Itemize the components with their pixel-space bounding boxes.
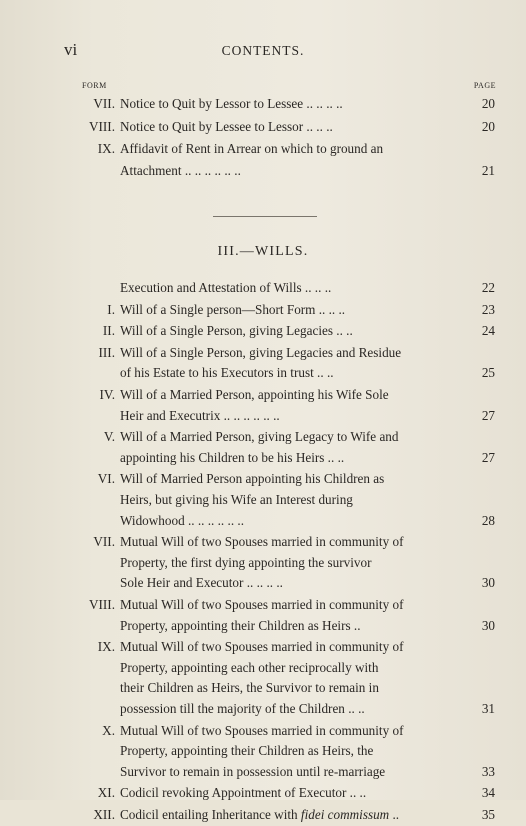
toc-entry [0,720,526,782]
form-number: IX. [97,639,115,655]
page-ref: 24 [481,323,495,339]
entry-line: Mutual Will of two Spouses married in community of [120,597,404,612]
toc-entry [0,342,526,383]
page-ref: 34 [481,785,495,801]
entry-line: Widowhood .. .. .. .. .. .. [120,512,245,528]
form-number: VII. [93,534,115,550]
entry-line: Codicil revoking Appointment of Executor .. .. [120,785,367,801]
entry-title [120,426,463,467]
page-column-label: PAGE [473,81,496,90]
entry-line: of his Estate to his Executors in trust .. .. [120,365,334,381]
page-ref: 27 [481,449,495,465]
entry-line: Will of a Married Person, appointing his Wife Sole [120,387,389,402]
form-number: IV. [99,387,115,402]
entry-line: Affidavit of Rent in Arrear on which to ground an [120,141,384,156]
form-number: VII. [93,96,115,111]
entry-line: Notice to Quit by Lessor to Lessee .. .. .. .. [120,96,343,111]
entry-title [120,594,463,635]
toc-entry [0,426,526,467]
form-number: VI. [97,471,115,487]
entry-line: appointing his Children to be his Heirs .. .. [120,449,345,465]
form-number: VIII. [89,118,115,134]
page-title: CONTENTS. [221,43,305,58]
toc-entry [0,277,526,298]
page-ref: 22 [481,280,495,295]
form-number: VIII. [89,597,115,612]
entry-line: Property, appointing their Children as Heirs, the [120,743,374,759]
entry-line: possession till the majority of the Children .. .. [120,700,365,716]
entry-title [120,804,463,825]
entry-line: Codicil entailing Inheritance with fidei commissum .. [120,807,400,822]
page-ref: 31 [481,700,495,716]
form-number: I. [107,301,115,317]
entry-line: Execution and Attestation of Wills .. .. .. [120,280,332,295]
page-ref: 23 [481,301,495,317]
entry-line: Mutual Will of two Spouses married in community of [120,639,404,655]
entry-line: Will of a Single Person, giving Legacies and Residue [120,344,402,360]
entry-line: Mutual Will of two Spouses married in community of [120,534,404,550]
entry-title [120,531,463,593]
entry-line: their Children as Heirs, the Survivor to remain in [120,680,379,696]
entry-title [120,320,463,341]
page-ref: 30 [481,617,495,633]
entry-line: Notice to Quit by Lessee to Lessor .. .. .. [120,118,333,134]
entry-line: Heirs, but giving his Wife an Interest during [120,491,353,507]
section-divider [213,216,317,217]
toc-entry [0,594,526,635]
entry-title [120,299,463,320]
form-number: V. [103,429,115,445]
entry-title [120,116,463,138]
page-ref: 28 [481,512,495,528]
toc-entry [0,299,526,320]
page-ref: 33 [481,763,495,779]
form-number: XII. [93,807,115,822]
page-ref: 21 [481,162,495,178]
entry-title [120,720,463,782]
page-number: vi [64,40,78,59]
entry-line: Will of Married Person appointing his Children as [120,471,385,487]
page-ref: 20 [481,96,495,111]
entry-line: Will of a Single person—Short Form .. .. .. [120,301,346,317]
entry-line: Survivor to remain in possession until re-marriage [120,763,386,779]
form-number: XI. [97,785,115,801]
entry-title [120,468,463,530]
entry-line: Heir and Executrix .. .. .. .. .. .. [120,407,280,423]
entry-title [120,636,463,718]
toc-entry [0,531,526,593]
entry-line: Attachment .. .. .. .. .. .. [120,162,241,178]
toc-entry [0,116,526,138]
toc-entry [0,384,526,425]
entry-title [120,138,463,181]
toc-entry [0,804,526,825]
entry-line: Property, the first dying appointing the survivor [120,554,372,570]
form-number: III. [98,344,115,360]
entry-title [120,277,463,298]
form-number: II. [102,323,115,339]
toc-entry [0,468,526,530]
section-title: III.—WILLS. [217,244,309,259]
toc-entry [0,636,526,718]
entry-line: Will of a Single Person, giving Legacies .. .. [120,323,353,339]
entry-line: Property, appointing their Children as Heirs .. [120,617,361,633]
entry-line: Will of a Married Person, giving Legacy to Wife and [120,429,399,445]
form-number: X. [102,722,115,738]
form-number: IX. [97,141,115,156]
entry-title [120,93,463,115]
toc-entry [0,138,526,181]
toc-entry [0,320,526,341]
form-column-label: FORM [82,81,107,90]
entry-line: Property, appointing each other reciprocally with [120,659,379,675]
toc-entry [0,93,526,115]
entry-title [120,384,463,425]
page-ref: 30 [481,575,495,591]
entry-line: Sole Heir and Executor .. .. .. .. [120,575,283,591]
page-ref: 25 [481,365,495,381]
page-ref: 27 [481,407,495,423]
entry-title [120,342,463,383]
page-ref: 35 [481,807,495,822]
entry-line: Mutual Will of two Spouses married in community of [120,722,404,738]
page-ref: 20 [481,118,495,134]
